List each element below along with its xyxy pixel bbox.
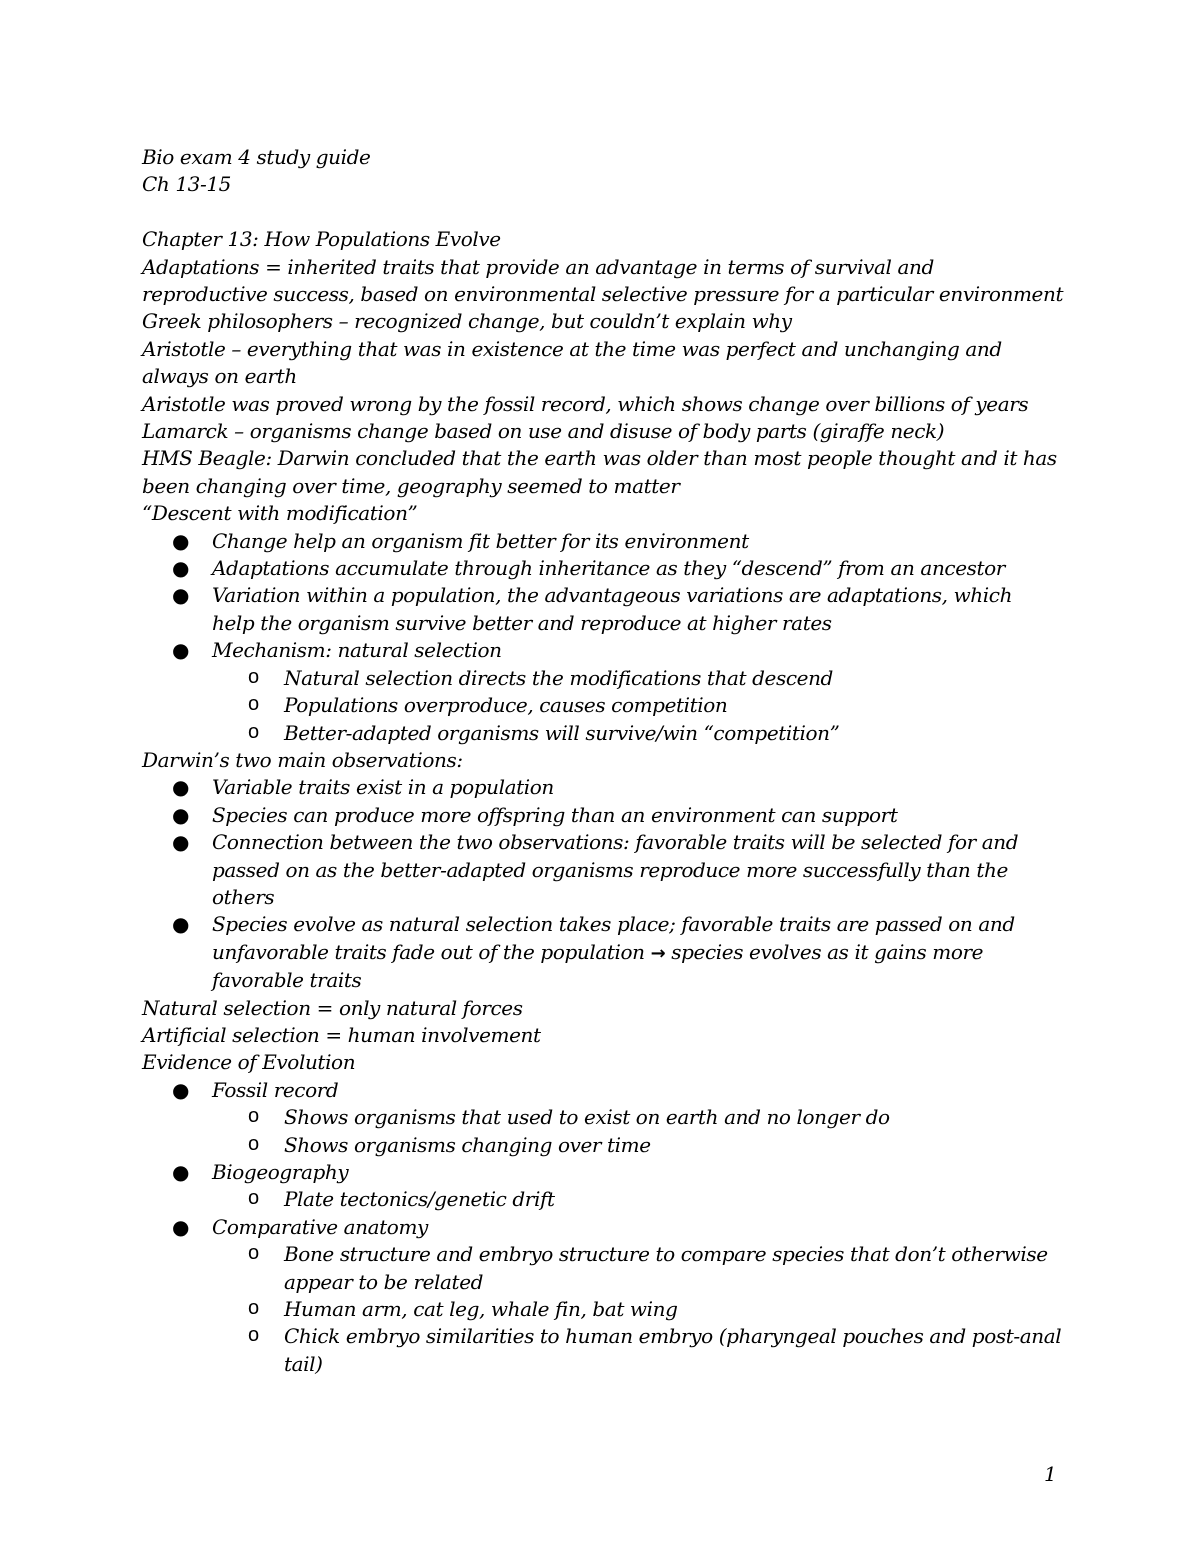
sub-bullet-icon: o <box>248 1105 259 1128</box>
sub-bullet-text: Populations overproduce, causes competition <box>284 693 728 718</box>
document-title: Bio exam 4 study guide <box>142 145 371 169</box>
bullet-item <box>142 802 1082 829</box>
bullet-text: Species evolve as natural selection takes place; favorable traits are passed on and <box>212 912 1015 937</box>
bullet-icon: ● <box>172 556 190 581</box>
sub-bullet-item <box>142 1296 1082 1323</box>
bullet-item <box>142 829 1082 911</box>
bullet-text: passed on as the better-adapted organisms reproduce more successfully than the <box>212 857 1008 882</box>
bullet-text: Connection between the two observations: favorable traits will be selected for and <box>212 830 1019 855</box>
bullet-text: favorable traits <box>212 968 362 993</box>
sub-bullet-icon: o <box>248 1187 259 1210</box>
sub-bullet-icon: o <box>248 1324 259 1347</box>
sub-bullet-item <box>142 1241 1082 1296</box>
page-number: 1 <box>1044 1462 1057 1486</box>
bullet-icon: ● <box>172 912 190 937</box>
bullet-item <box>142 774 1082 801</box>
sub-bullet-icon: o <box>248 1132 259 1155</box>
text-line: Lamarck – organisms change based on use and disuse of body parts (giraffe neck) <box>142 419 945 444</box>
sub-bullet-icon: o <box>248 665 259 688</box>
sub-bullet-item <box>142 720 1082 747</box>
text-line: always on earth <box>142 364 297 389</box>
bullet-text: others <box>212 884 275 909</box>
bullet-icon: ● <box>172 1077 190 1102</box>
bullet-item <box>142 555 1082 582</box>
bullet-item <box>142 911 1082 994</box>
sub-bullet-item <box>142 1323 1082 1378</box>
bullet-item <box>142 1214 1082 1241</box>
sub-bullet-icon: o <box>248 720 259 743</box>
sub-bullet-text: Shows organisms changing over time <box>284 1132 651 1157</box>
document-body <box>142 144 1082 1378</box>
bullet-item <box>142 528 1082 555</box>
bullet-text: Variation within a population, the advantageous variations are adaptations, which <box>212 583 1013 608</box>
bullet-icon: ● <box>172 1214 190 1239</box>
bullet-item <box>142 582 1082 637</box>
sub-bullet-item <box>142 692 1082 719</box>
bullet-icon: ● <box>172 528 190 553</box>
bullet-text: Change help an organism fit better for its environment <box>212 528 749 553</box>
section-heading: Evidence of Evolution <box>142 1050 356 1075</box>
blank-line <box>142 199 1082 226</box>
sub-bullet-item <box>142 665 1082 692</box>
sub-bullet-item <box>142 1104 1082 1131</box>
bullet-text: Variable traits exist in a population <box>212 775 554 800</box>
chapter-heading: Chapter 13: How Populations Evolve <box>142 227 501 252</box>
sub-bullet-text: appear to be related <box>284 1269 484 1294</box>
sub-bullet-text: tail) <box>284 1351 323 1376</box>
bullet-icon: ● <box>172 775 190 800</box>
sub-bullet-text: Natural selection directs the modifications that descend <box>284 665 833 690</box>
text-line: Aristotle was proved wrong by the fossil record, which shows change over billions of years <box>142 391 1029 416</box>
text-line: Natural selection = only natural forces <box>142 995 523 1020</box>
text-line: reproductive success, based on environmental selective pressure for a particular environment <box>142 282 1064 307</box>
text-line: HMS Beagle: Darwin concluded that the earth was older than most people thought and it has <box>142 446 1057 471</box>
text-line: Aristotle – everything that was in existence at the time was perfect and unchanging and <box>142 336 1002 361</box>
bullet-icon: ● <box>172 583 190 608</box>
bullet-item <box>142 1077 1082 1104</box>
bullet-text: Comparative anatomy <box>212 1214 428 1239</box>
text-line: been changing over time, geography seemed to matter <box>142 473 680 498</box>
bullet-text: Species can produce more offspring than an environment can support <box>212 802 898 827</box>
sub-bullet-icon: o <box>248 1297 259 1320</box>
text-line: “Descent with modification” <box>142 501 418 526</box>
text-line: Adaptations = inherited traits that provide an advantage in terms of survival and <box>142 254 934 279</box>
bullet-text: help the organism survive better and reproduce at higher rates <box>212 610 832 635</box>
section-heading: Darwin’s two main observations: <box>142 747 463 772</box>
bullet-text: Adaptations accumulate through inheritance as they “descend” from an ancestor <box>212 556 1005 581</box>
bullet-icon: ● <box>172 802 190 827</box>
sub-bullet-item <box>142 1132 1082 1159</box>
bullet-icon: ● <box>172 1160 190 1185</box>
sub-bullet-text: Shows organisms that used to exist on earth and no longer do <box>284 1105 890 1130</box>
text-line: Greek philosophers – recognized change, but couldn’t explain why <box>142 309 792 334</box>
bullet-text: Biogeography <box>212 1160 349 1185</box>
bullet-item <box>142 1159 1082 1186</box>
sub-bullet-text: Chick embryo similarities to human embryo (pharyngeal pouches and post-anal <box>284 1324 1062 1349</box>
sub-bullet-text: Plate tectonics/genetic drift <box>284 1187 555 1212</box>
document-subtitle: Ch 13-15 <box>142 172 231 197</box>
bullet-icon: ● <box>172 638 190 663</box>
bullet-icon: ● <box>172 830 190 855</box>
text-line: Artificial selection = human involvement <box>142 1022 541 1047</box>
sub-bullet-icon: o <box>248 1242 259 1265</box>
sub-bullet-text: Better-adapted organisms will survive/win “competition” <box>284 720 840 745</box>
sub-bullet-item <box>142 1186 1082 1213</box>
bullet-text-part: species evolves as it gains more <box>671 939 984 964</box>
bullet-text-part: unfavorable traits fade out of the population <box>212 939 645 964</box>
bullet-text: Mechanism: natural selection <box>212 638 502 663</box>
sub-bullet-icon: o <box>248 693 259 716</box>
bullet-text <box>212 939 1082 967</box>
bullet-item <box>142 637 1082 664</box>
sub-bullet-text: Human arm, cat leg, whale fin, bat wing <box>284 1297 678 1322</box>
arrow-right-icon: → <box>650 942 666 964</box>
bullet-text: Fossil record <box>212 1077 339 1102</box>
sub-bullet-text: Bone structure and embryo structure to compare species that don’t otherwise <box>284 1242 1048 1267</box>
